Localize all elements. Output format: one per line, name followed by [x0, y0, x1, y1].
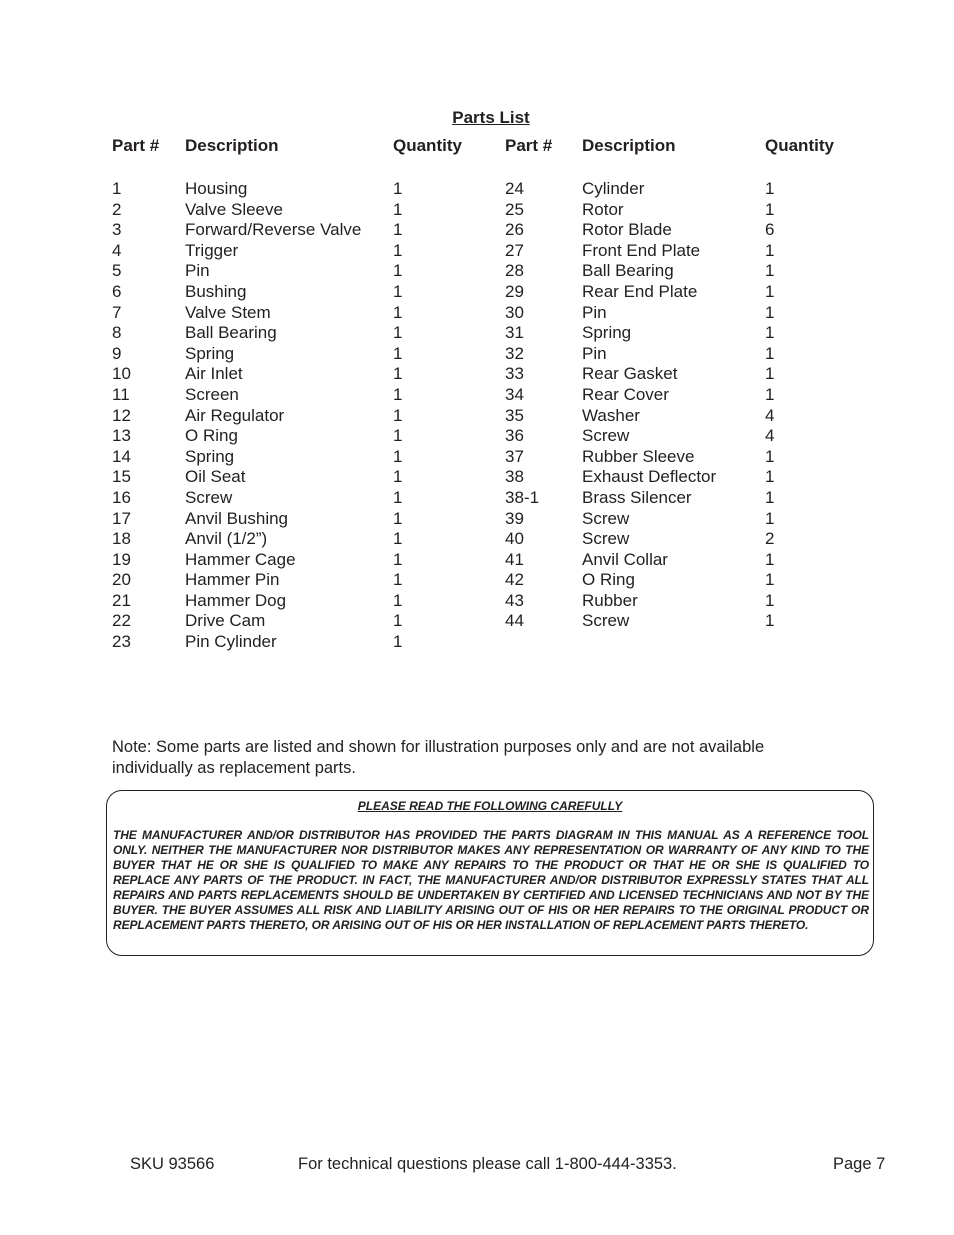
table-cell: Bushing	[185, 281, 247, 301]
table-cell: Screw	[582, 529, 630, 549]
table-cell: 1	[393, 281, 403, 301]
table-cell: 1	[765, 281, 775, 301]
table-cell: 4	[112, 240, 122, 260]
table-cell: 1	[393, 364, 403, 384]
table-cell: 2	[112, 199, 122, 219]
table-cell: Rear Cover	[582, 384, 669, 404]
table-cell: Rear Gasket	[582, 364, 678, 384]
table-cell: Pin	[582, 302, 607, 322]
table-cell: Forward/Reverse Valve	[185, 220, 362, 240]
table-cell: 1	[765, 199, 775, 219]
table-cell: Front End Plate	[582, 240, 701, 260]
table-cell: O Ring	[582, 570, 635, 590]
warning-title: PLEASE READ THE FOLLOWING CAREFULLY	[357, 799, 623, 813]
table-cell: Hammer Dog	[185, 590, 287, 610]
table-cell: 1	[393, 240, 403, 260]
table-cell: 1	[765, 570, 775, 590]
table-cell: 1	[765, 364, 775, 384]
table-cell: Spring	[185, 343, 235, 363]
table-cell: 1	[393, 632, 403, 652]
left-quantity-column	[393, 179, 402, 653]
header-description-right: Description	[582, 136, 676, 155]
table-cell: 23	[112, 632, 131, 652]
table-cell: 27	[505, 240, 524, 260]
table-cell: 9	[112, 343, 122, 363]
table-cell: Air Inlet	[185, 364, 243, 384]
table-cell: Screw	[582, 508, 630, 528]
table-cell: 26	[505, 220, 524, 240]
table-cell: 18	[112, 529, 131, 549]
table-cell: 36	[505, 426, 524, 446]
table-cell: Brass Silencer	[582, 487, 692, 507]
table-cell: 1	[765, 302, 775, 322]
table-cell: 3	[112, 220, 122, 240]
table-cell: 28	[505, 261, 524, 281]
table-cell: Anvil (1/2”)	[185, 529, 268, 549]
table-cell: Rubber Sleeve	[582, 446, 695, 466]
table-cell: 4	[765, 405, 775, 425]
table-cell: 1	[765, 179, 775, 198]
table-cell: 21	[112, 590, 131, 610]
table-cell: Hammer Pin	[185, 570, 280, 590]
table-cell: 1	[393, 487, 403, 507]
table-cell: 7	[112, 302, 122, 322]
table-cell: 1	[393, 384, 403, 404]
table-cell: O Ring	[185, 426, 238, 446]
table-cell: Pin Cylinder	[185, 632, 277, 652]
table-cell: 19	[112, 549, 131, 569]
table-cell: Screw	[582, 611, 630, 631]
table-cell: 1	[393, 467, 403, 487]
table-cell: 1	[393, 179, 403, 198]
table-cell: 29	[505, 281, 524, 301]
header-quantity-right: Quantity	[765, 136, 834, 155]
table-cell: 22	[112, 611, 131, 631]
table-cell: 10	[112, 364, 131, 384]
table-cell: 25	[505, 199, 524, 219]
table-cell: 1	[393, 261, 403, 281]
table-cell: 32	[505, 343, 524, 363]
table-cell: 6	[112, 281, 122, 301]
table-cell: 13	[112, 426, 131, 446]
table-cell: Ball Bearing	[185, 323, 277, 343]
table-cell: Drive Cam	[185, 611, 266, 631]
table-cell: 1	[765, 611, 775, 631]
table-cell: 1	[765, 323, 775, 343]
table-cell: 4	[765, 426, 775, 446]
table-cell: 1	[393, 426, 403, 446]
right-part-column	[505, 179, 539, 632]
table-cell: 17	[112, 508, 131, 528]
table-cell: Screen	[185, 384, 239, 404]
table-cell: 41	[505, 549, 524, 569]
table-cell: Oil Seat	[185, 467, 246, 487]
table-cell: Spring	[582, 323, 632, 343]
table-cell: Valve Stem	[185, 302, 271, 322]
header-quantity-left: Quantity	[393, 136, 462, 155]
table-cell: 1	[393, 446, 403, 466]
table-cell: 1	[765, 261, 775, 281]
table-cell: Rubber	[582, 590, 638, 610]
table-cell: 38	[505, 467, 524, 487]
table-cell: Pin	[582, 343, 607, 363]
table-cell: 5	[112, 261, 122, 281]
table-cell: Housing	[185, 179, 248, 198]
table-cell: 16	[112, 487, 131, 507]
footer-sku: SKU 93566	[130, 1155, 215, 1173]
table-cell: Trigger	[185, 240, 239, 260]
table-cell: Air Regulator	[185, 405, 285, 425]
table-cell: 1	[393, 343, 403, 363]
table-cell: Ball Bearing	[582, 261, 674, 281]
table-cell: Exhaust Deflector	[582, 467, 717, 487]
table-cell: Anvil Bushing	[185, 508, 289, 528]
table-cell: 1	[393, 590, 403, 610]
table-cell: 1	[765, 343, 775, 363]
table-cell: 42	[505, 570, 524, 590]
table-cell: 6	[765, 220, 775, 240]
table-cell: Washer	[582, 405, 640, 425]
footer-tech-line: For technical questions please call 1-800-444-3353.	[298, 1155, 677, 1173]
table-cell: 40	[505, 529, 524, 549]
left-part-column	[112, 179, 131, 653]
table-cell: Cylinder	[582, 179, 645, 198]
table-cell: 12	[112, 405, 131, 425]
table-cell: 1	[765, 446, 775, 466]
table-cell: 1	[765, 549, 775, 569]
table-cell: 1	[393, 549, 403, 569]
table-cell: 37	[505, 446, 524, 466]
table-cell: 44	[505, 611, 524, 631]
footer-page-number: Page 7	[833, 1155, 886, 1173]
table-cell: 1	[393, 199, 403, 219]
table-cell: 31	[505, 323, 524, 343]
table-cell: 1	[393, 611, 403, 631]
table-cell: 34	[505, 384, 524, 404]
table-cell: Hammer Cage	[185, 549, 296, 569]
table-cell: 1	[393, 220, 403, 240]
table-cell: 33	[505, 364, 524, 384]
table-cell: 1	[393, 570, 403, 590]
left-description-column	[185, 179, 361, 653]
right-description-column	[582, 179, 716, 632]
table-cell: Spring	[185, 446, 235, 466]
right-quantity-column	[765, 179, 774, 632]
table-cell: Rear End Plate	[582, 281, 698, 301]
table-cell: Screw	[582, 426, 630, 446]
table-cell: Valve Sleeve	[185, 199, 283, 219]
parts-list-title: Parts List	[452, 108, 530, 127]
table-cell: 24	[505, 179, 524, 198]
table-cell: 1	[393, 323, 403, 343]
table-cell: 39	[505, 508, 524, 528]
table-cell: 1	[393, 405, 403, 425]
table-cell: 35	[505, 405, 524, 425]
note-text: Note: Some parts are listed and shown for illustration purposes only and are not available individually as replacement parts.	[112, 738, 765, 777]
table-cell: 20	[112, 570, 131, 590]
table-cell: Pin	[185, 261, 210, 281]
warning-box	[106, 790, 874, 956]
table-cell: 1	[112, 179, 122, 198]
table-cell: Rotor	[582, 199, 624, 219]
table-cell: 1	[765, 487, 775, 507]
table-cell: 14	[112, 446, 131, 466]
table-cell: 1	[765, 508, 775, 528]
table-cell: 1	[393, 302, 403, 322]
table-cell: 15	[112, 467, 131, 487]
table-cell: Rotor Blade	[582, 220, 672, 240]
header-part-right: Part #	[505, 136, 553, 155]
table-cell: 1	[765, 467, 775, 487]
header-description-left: Description	[185, 136, 279, 155]
table-cell: 8	[112, 323, 122, 343]
table-cell: 1	[765, 590, 775, 610]
table-cell: 1	[765, 384, 775, 404]
table-cell: 11	[112, 384, 130, 404]
header-part-left: Part #	[112, 136, 160, 155]
table-cell: 38-1	[505, 487, 540, 507]
table-cell: 1	[393, 529, 403, 549]
table-cell: 43	[505, 590, 524, 610]
table-cell: 1	[393, 508, 403, 528]
table-cell: 30	[505, 302, 524, 322]
table-cell: Anvil Collar	[582, 549, 668, 569]
warning-body: THE MANUFACTURER AND/OR DISTRIBUTOR HAS PROVIDED THE PARTS DIAGRAM IN THIS MANUAL AS A REFERENCE TOOL ONLY. NEITHER THE MANUFACTURER NOR DISTRIBUTOR MAKES ANY REPRESENTATION OR WARRANTY OF ANY KIND TO THE BUYER THAT HE OR SHE IS QUALIFIED TO MAKE ANY REPAIRS TO THE PRODUCT OR THAT HE OR SHE IS QUALIFIED TO REPLACE ANY PARTS OF THE PRODUCT. IN FACT, THE MANUFACTURER AND/OR DISTRIBUTOR EXPRESSLY STATES THAT ALL REPAIRS AND PARTS REPLACEMENTS SHOULD BE UNDERTAKEN BY CERTIFIED AND LICENSED TECHNICIANS AND NOT BY THE BUYER. THE BUYER ASSUMES ALL RISK AND LIABILITY ARISING OUT OF HIS OR HER REPAIRS TO THE ORIGINAL PRODUCT OR REPLACEMENT PARTS THERETO, OR ARISING OUT OF HIS OR HER INSTALLATION OF REPLACEMENT PARTS THERETO.	[113, 828, 869, 932]
table-cell: 2	[765, 529, 775, 549]
table-cell: Screw	[185, 487, 233, 507]
table-cell: 1	[765, 240, 775, 260]
